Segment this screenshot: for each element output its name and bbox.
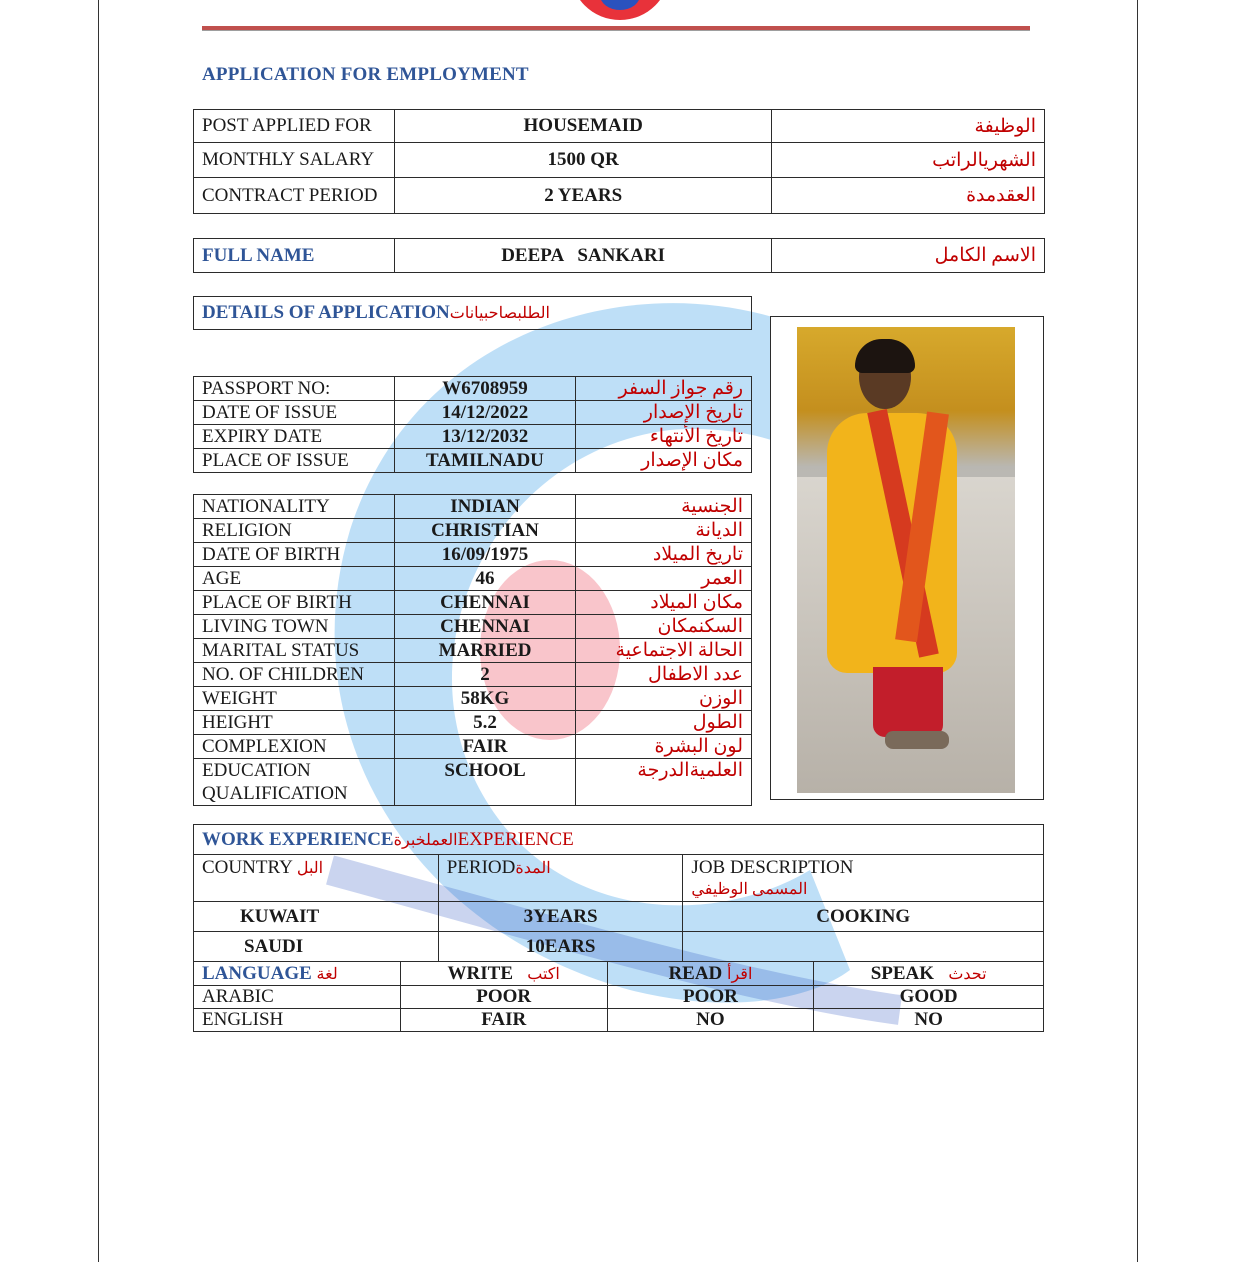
read-header-arabic: اقرأ [727,965,753,983]
language-name: ARABIC [194,986,401,1009]
issue-date-value: 14/12/2022 [394,401,576,425]
personal-row [194,663,752,687]
language-row [194,1009,1044,1032]
period-column-arabic: المدة [515,860,551,877]
issue-date-label: DATE OF ISSUE [194,401,395,425]
job-table [193,109,1045,214]
work-header-cell [194,825,1044,855]
living-town-arabic: السكنمكان [576,615,752,639]
country-column-arabic: البل [296,860,324,877]
children-value: 2 [394,663,575,687]
birth-place-value: CHENNAI [394,591,575,615]
full-name-table [193,238,1045,273]
personal-row [194,495,752,519]
personal-row [194,735,752,759]
applicant-photo [797,327,1015,793]
complexion-value: FAIR [394,735,575,759]
post-value: HOUSEMAID [394,110,771,143]
job-column-arabic: المسمى الوظيفي [691,881,808,898]
language-table [193,961,1044,1032]
height-arabic: الطول [576,711,752,735]
full-name-arabic: الاسم الكامل [772,239,1045,273]
work-experience-table [193,824,1044,962]
details-header-arabic: الطلبصاحبيانات [449,305,550,322]
full-name-label: FULL NAME [194,239,395,273]
weight-value: 58KG [394,687,575,711]
language-write: FAIR [400,1009,607,1032]
details-header-box [193,296,752,330]
details-header-cell [194,297,752,330]
contract-arabic: العقدمدة [772,178,1045,214]
work-header-label: WORK EXPERIENCE [202,828,394,850]
religion-arabic: الديانة [576,519,752,543]
dob-arabic: تاريخ الميلاد [576,543,752,567]
header-rule [202,26,1030,31]
write-header-arabic: اكتب [527,965,560,983]
dob-value: 16/09/1975 [394,543,575,567]
passport-value: W6708959 [394,377,576,401]
contract-label: CONTRACT PERIOD [194,178,395,214]
height-value: 5.2 [394,711,575,735]
write-header-label: WRITE [447,962,514,984]
language-read: NO [607,1009,814,1032]
country-column-label: COUNTRY [202,857,293,878]
passport-arabic: رقم جواز السفر [576,377,752,401]
work-row [194,902,1044,932]
personal-table [193,494,752,806]
salary-arabic: الشهريالراتب [772,143,1045,178]
education-label: EDUCATION [202,760,311,781]
post-arabic: الوظيفة [772,110,1045,143]
children-label: NO. OF CHILDREN [194,663,395,687]
personal-row [194,615,752,639]
passport-label: PASSPORT NO: [194,377,395,401]
personal-row [194,591,752,615]
expiry-date-value: 13/12/2032 [394,425,576,449]
company-logo [570,0,670,20]
personal-row [194,543,752,567]
full-name-row [194,239,1045,273]
work-period: 3YEARS [438,902,683,932]
speak-header-arabic: تحدث [948,965,987,983]
work-country: KUWAIT [194,902,439,932]
language-header-cell [194,962,401,986]
living-town-label: LIVING TOWN [194,615,395,639]
passport-row [194,377,752,401]
read-header-label: READ [668,962,723,984]
height-label: HEIGHT [194,711,395,735]
read-header-cell [607,962,814,986]
nationality-label: NATIONALITY [194,495,395,519]
complexion-label: COMPLEXION [194,735,395,759]
period-column-header [438,855,683,902]
language-write: POOR [400,986,607,1009]
full-name-value: DEEPA SANKARI [394,239,772,273]
job-row-post [194,110,1045,143]
passport-row [194,449,752,473]
page-border-right [1137,0,1138,1262]
personal-row [194,567,752,591]
write-header-cell [400,962,607,986]
language-row [194,986,1044,1009]
weight-arabic: الوزن [576,687,752,711]
expiry-date-arabic: تاريخ الأنتهاء [576,425,752,449]
work-row [194,932,1044,962]
qualification-label: QUALIFICATION [202,783,348,804]
post-label: POST APPLIED FOR [194,110,395,143]
nationality-value: INDIAN [394,495,575,519]
country-column-header [194,855,439,902]
document-title: APPLICATION FOR EMPLOYMENT [202,64,529,85]
personal-row [194,687,752,711]
marital-arabic: الحالة الاجتماعية [576,639,752,663]
marital-label: MARITAL STATUS [194,639,395,663]
salary-label: MONTHLY SALARY [194,143,395,178]
issue-place-value: TAMILNADU [394,449,576,473]
education-value: SCHOOL [394,759,575,806]
work-period: 10EARS [438,932,683,962]
language-name: ENGLISH [194,1009,401,1032]
age-label: AGE [194,567,395,591]
expiry-date-label: EXPIRY DATE [194,425,395,449]
language-speak: GOOD [814,986,1044,1009]
marital-value: MARRIED [394,639,575,663]
work-job [683,932,1044,962]
religion-label: RELIGION [194,519,395,543]
work-job: COOKING [683,902,1044,932]
complexion-arabic: لون البشرة [576,735,752,759]
language-speak: NO [814,1009,1044,1032]
job-column-header [683,855,1044,902]
job-column-label: JOB DESCRIPTION [691,857,854,878]
children-arabic: عدد الاطفال [576,663,752,687]
page-border-left [98,0,99,1262]
work-country: SAUDI [194,932,439,962]
nationality-arabic: الجنسية [576,495,752,519]
job-row-contract [194,178,1045,214]
age-value: 46 [394,567,575,591]
birth-place-arabic: مكان الميلاد [576,591,752,615]
contract-value: 2 YEARS [394,178,771,214]
salary-value: 1500 QR [394,143,771,178]
weight-label: WEIGHT [194,687,395,711]
work-header-tail: EXPERIENCE [457,828,574,850]
passport-table [193,376,752,473]
work-header-row [194,825,1044,855]
applicant-photo-frame [770,316,1044,800]
age-arabic: العمر [576,567,752,591]
details-header-row [194,297,752,330]
work-columns-row [194,855,1044,902]
speak-header-label: SPEAK [870,962,935,984]
issue-date-arabic: تاريخ الإصدار [576,401,752,425]
education-arabic: العلميةالدرجة [576,759,752,806]
details-header-label: DETAILS OF APPLICATION [202,302,450,323]
personal-row [194,519,752,543]
passport-row [194,401,752,425]
birth-place-label: PLACE OF BIRTH [194,591,395,615]
living-town-value: CHENNAI [394,615,575,639]
language-header-label: LANGUAGE [202,962,312,984]
passport-row [194,425,752,449]
issue-place-arabic: مكان الإصدار [576,449,752,473]
language-read: POOR [607,986,814,1009]
personal-row [194,711,752,735]
dob-label: DATE OF BIRTH [194,543,395,567]
period-column-label: PERIOD [446,857,516,878]
job-row-salary [194,143,1045,178]
issue-place-label: PLACE OF ISSUE [194,449,395,473]
religion-value: CHRISTIAN [394,519,575,543]
personal-row [194,639,752,663]
education-label-cell [194,759,395,806]
language-header-arabic: لغة [316,965,338,983]
personal-row [194,759,752,806]
language-header-row [194,962,1044,986]
work-header-arabic: العملخبرة [393,831,458,849]
speak-header-cell [814,962,1044,986]
